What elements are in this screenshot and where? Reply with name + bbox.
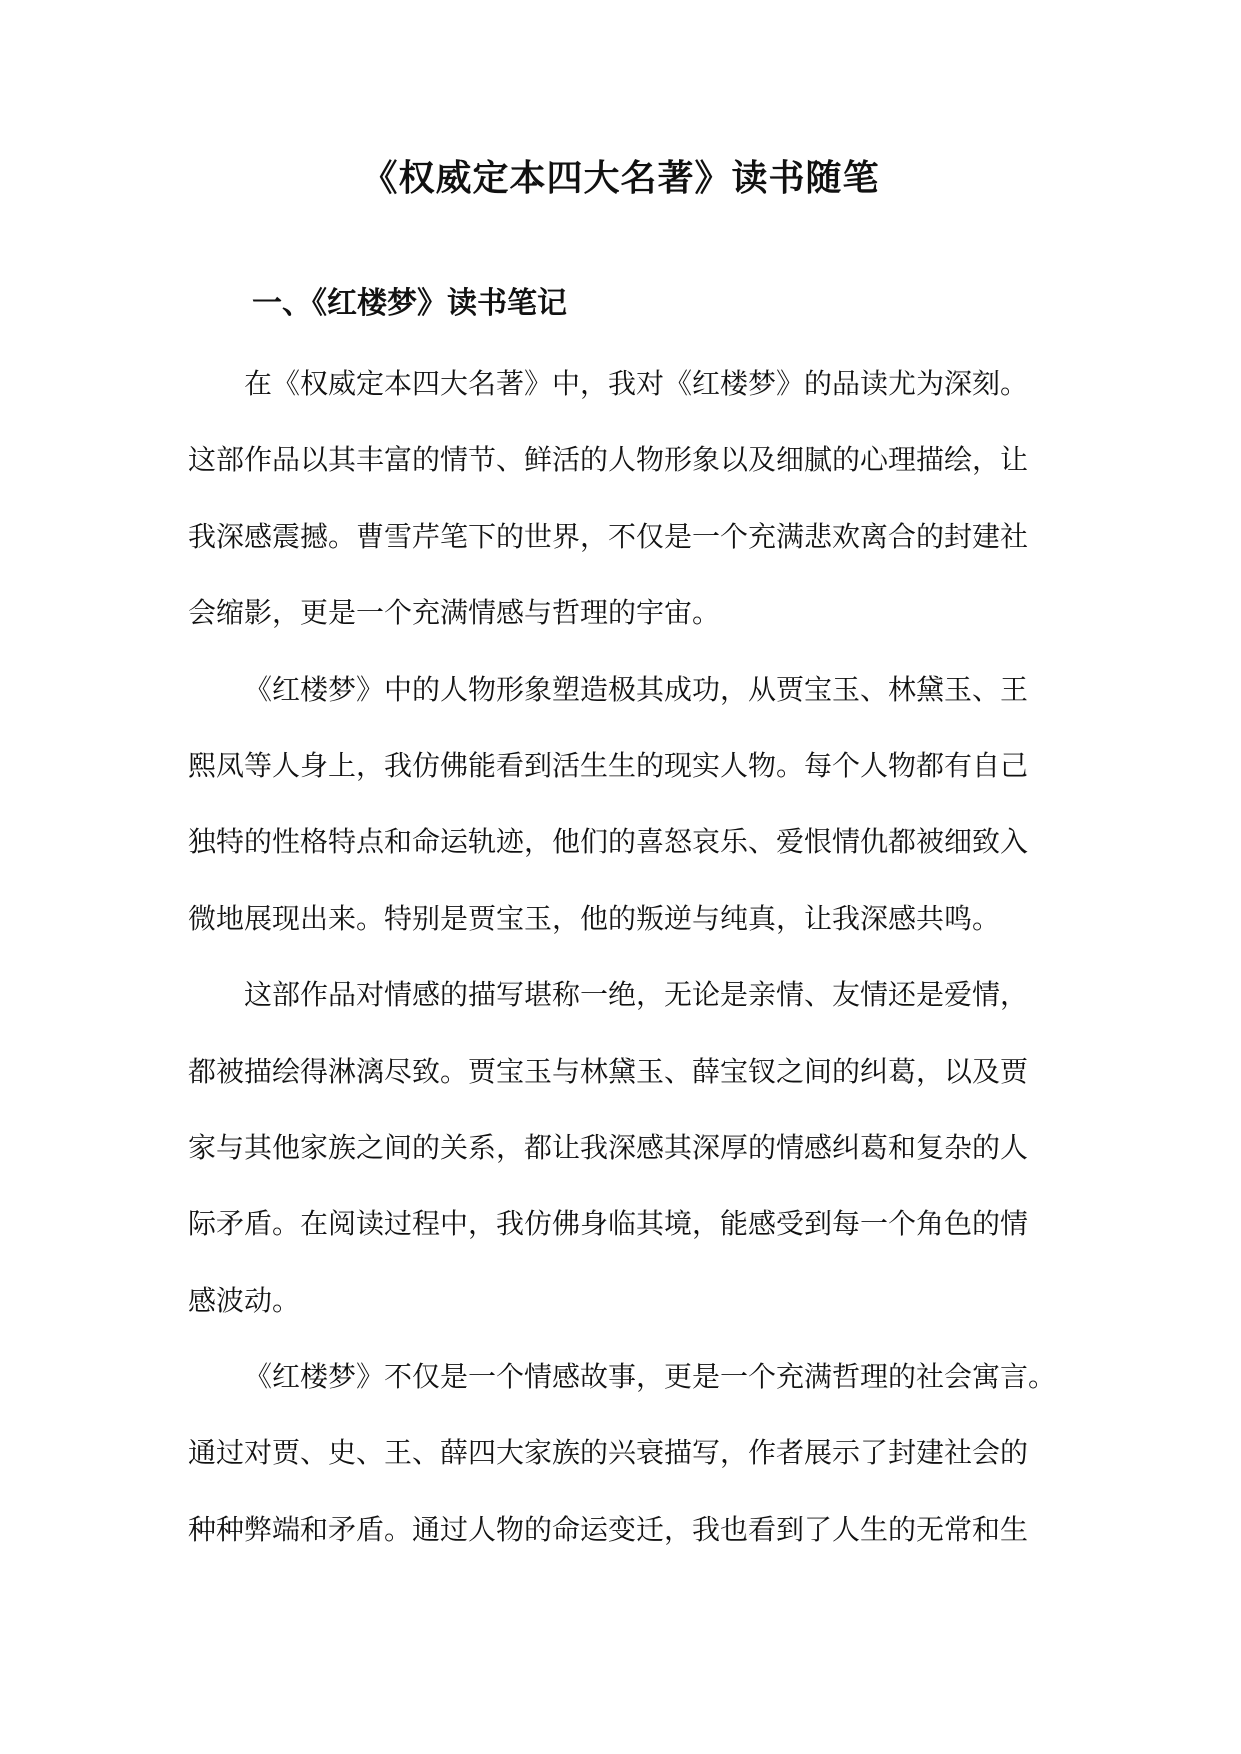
text-line: 《红楼梦》不仅是一个情感故事，更是一个充满哲理的社会寓言。 [244, 1360, 1057, 1394]
text-line: 都被描绘得淋漓尽致。贾宝玉与林黛玉、薛宝钗之间的纠葛，以及贾 [188, 1054, 1029, 1088]
text-line: 种种弊端和矛盾。通过人物的命运变迁，我也看到了人生的无常和生 [188, 1512, 1029, 1546]
text-line: 微地展现出来。特别是贾宝玉，他的叛逆与纯真，让我深感共鸣。 [188, 901, 1001, 935]
page-title: 《权威定本四大名著》读书随笔 [361, 157, 880, 199]
text-line: 熙凤等人身上，我仿佛能看到活生生的现实人物。每个人物都有自己 [188, 748, 1029, 782]
text-line: 会缩影，更是一个充满情感与哲理的宇宙。 [188, 596, 721, 630]
text-line: 通过对贾、史、王、薛四大家族的兴衰描写，作者展示了封建社会的 [188, 1436, 1029, 1470]
text-line: 我深感震撼。曹雪芹笔下的世界，不仅是一个充满悲欢离合的封建社 [188, 519, 1029, 553]
text-line: 《红楼梦》中的人物形象塑造极其成功，从贾宝玉、林黛玉、王 [244, 672, 1029, 706]
text-line: 在《权威定本四大名著》中，我对《红楼梦》的品读尤为深刻。 [244, 367, 1029, 400]
section-heading: 一、《红楼梦》读书笔记 [252, 286, 567, 321]
text-line: 感波动。 [188, 1283, 301, 1317]
text-line: 家与其他家族之间的关系，都让我深感其深厚的情感纠葛和复杂的人 [188, 1130, 1029, 1164]
text-line: 这部作品对情感的描写堪称一绝，无论是亲情、友情还是爱情， [244, 978, 1029, 1012]
text-line: 这部作品以其丰富的情节、鲜活的人物形象以及细腻的心理描绘，让 [188, 443, 1029, 477]
body-text [188, 356, 1058, 1578]
text-line: 独特的性格特点和命运轨迹，他们的喜怒哀乐、爱恨情仇都被细致入 [188, 825, 1029, 859]
text-line: 际矛盾。在阅读过程中，我仿佛身临其境，能感受到每一个角色的情 [188, 1207, 1029, 1241]
